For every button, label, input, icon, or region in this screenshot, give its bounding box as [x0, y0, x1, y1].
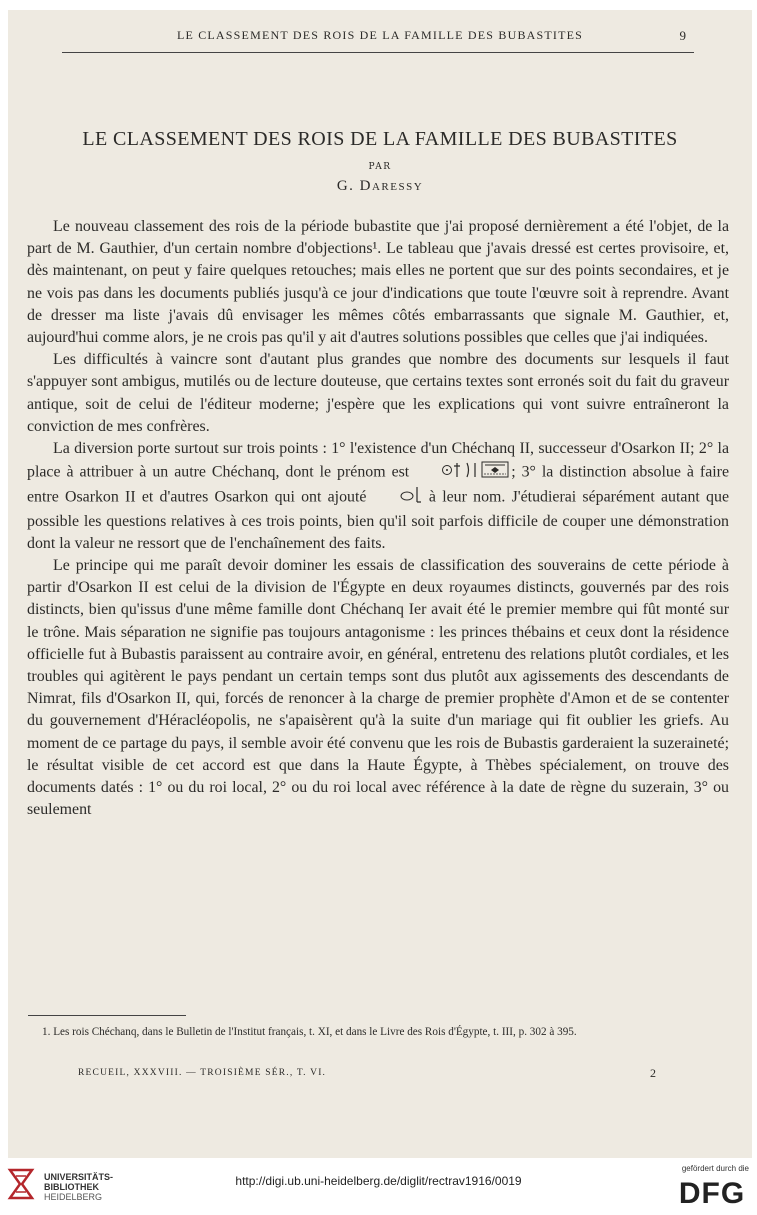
paragraph-2: Les difficultés à vaincre sont d'autant plus grandes que nombre des documents sur lesquels il faut s'appuyer sont ambigus, mutilés ou de lecture douteuse, que certains textes sont erronés soit du fait du graveur antique, soit de celui de l'éditeur moderne; j'espère que les explications qui vont suivre entraîneront la conviction de mes confrères.	[27, 351, 729, 435]
library-line-2: BIBLIOTHEK	[44, 1182, 99, 1192]
paragraph-3-part-1: La diversion porte surtout sur trois points : 1° l'existence d'un Chéchanq II, successeur d'Osarkon II; 2° la place à attribuer à un autre Chéchanq, dont le prénom est	[27, 440, 729, 481]
library-line-1: UNIVERSITÄTS-	[44, 1172, 114, 1182]
paragraph-1: Le nouveau classement des rois de la période bubastite que j'ai proposé dernièrement a été l'objet, de la part de M. Gauthier, d'un certain nombre d'objections¹. Le tableau que j'avais dressé est certes provisoire, et, dès maintenant, on peut y faire quelques retouches; mais elles ne portent que sur des points secondaires, et je ne vois pas dans les documents publiés jusqu'à ce jour d'indications que toute l'œuvre soit à reprendre. Avant de dresser ma liste j'avais dû envisager les mêmes côtés embarrassants que signale M. Gauthier, et, aujourd'hui comme alors, je ne crois pas qu'il y ait d'autres solutions possibles que celles que j'ai indiquées.	[27, 218, 729, 347]
article-body	[27, 216, 729, 821]
hieroglyph-cartouche-icon	[415, 460, 511, 485]
footnote-text: 1. Les rois Chéchanq, dans le Bulletin de l'Institut français, t. XI, et dans le Livre des Rois d'Égypte, t. III, p. 302 à 395.	[42, 1026, 577, 1038]
signature-line: RECUEIL, XXXVIII. — TROISIÈME SÉR., T. VI.	[78, 1068, 327, 1078]
library-line-3: HEIDELBERG	[44, 1192, 103, 1202]
digitization-footer	[0, 1158, 757, 1215]
footnote-rule	[28, 1015, 186, 1016]
running-head: LE CLASSEMENT DES ROIS DE LA FAMILLE DES BUBASTITES	[176, 28, 584, 42]
dfg-logo-icon[interactable]	[675, 1176, 749, 1208]
source-url-link[interactable]: http://digi.ub.uni-heidelberg.de/diglit/rectrav1916/0019	[235, 1174, 522, 1188]
scanned-page	[8, 10, 752, 1158]
footnote	[28, 1025, 724, 1040]
paragraph-3-part-3: à leur nom. J'étudierai séparément autant que possible les questions relatives à ces trois points, bien qu'il soit parfois difficile de couper une démonstration dont la valeur ne ressort que de l'enchaînement des faits.	[27, 488, 729, 552]
article-author: G. Daressy	[336, 178, 424, 194]
header-rule	[62, 52, 694, 53]
funded-by-caption: gefördert durch die	[681, 1164, 749, 1173]
paragraph-4: Le principe qui me paraît devoir dominer les essais de classification des souverains de cette période à partir d'Osarkon II est celui de la division de l'Égypte en deux royaumes distincts, gouvernés par des rois distincts, bien qu'issus d'une même famille dont Chéchanq Ier avait été le premier membre qui fût monté sur le trône. Mais séparation ne signifie pas toujours antagonisme : les princes thébains et ceux dont la résidence officielle fut à Bubastis paraissent au contraire avoir, en général, entretenu des relations plutôt cordiales, et les troubles qui agitèrent le pays pendant un certain temps sont dus plutôt aux agissements des descendants de Nimrat, fils d'Osarkon II, qui, forcés de renoncer à la charge de premier prophète d'Amon et de se contenter du gouvernement d'Héracléopolis, ne s'apaisèrent qu'à la suite d'un mariage qui fit oublier les griefs. Au moment de ce partage du pays, il semble avoir été convenu que les rois de Bubastis garderaient la suzeraineté; le résultat visible de cet accord est que dans la Haute Égypte, à Thèbes spécialement, on trouve des documents datés : 1° ou du roi local, 2° ou du roi local avec référence à la date de règne du suzerain, 3° ou seulement	[27, 557, 729, 819]
article-title: LE CLASSEMENT DES ROIS DE LA FAMILLE DES BUBASTITES	[82, 128, 678, 150]
byline-par: PAR	[368, 162, 392, 172]
paragraph-3	[27, 438, 729, 555]
signature-number: 2	[650, 1066, 656, 1080]
dfg-logo-text: DFG	[678, 1177, 746, 1208]
page-number: 9	[679, 28, 686, 43]
paragraph-3-part-2: ; 3° la distinction absolue à faire entre Osarkon II et d'autres Osarkon qui ont ajouté	[27, 463, 730, 506]
hieroglyph-epithet-icon	[373, 485, 423, 510]
